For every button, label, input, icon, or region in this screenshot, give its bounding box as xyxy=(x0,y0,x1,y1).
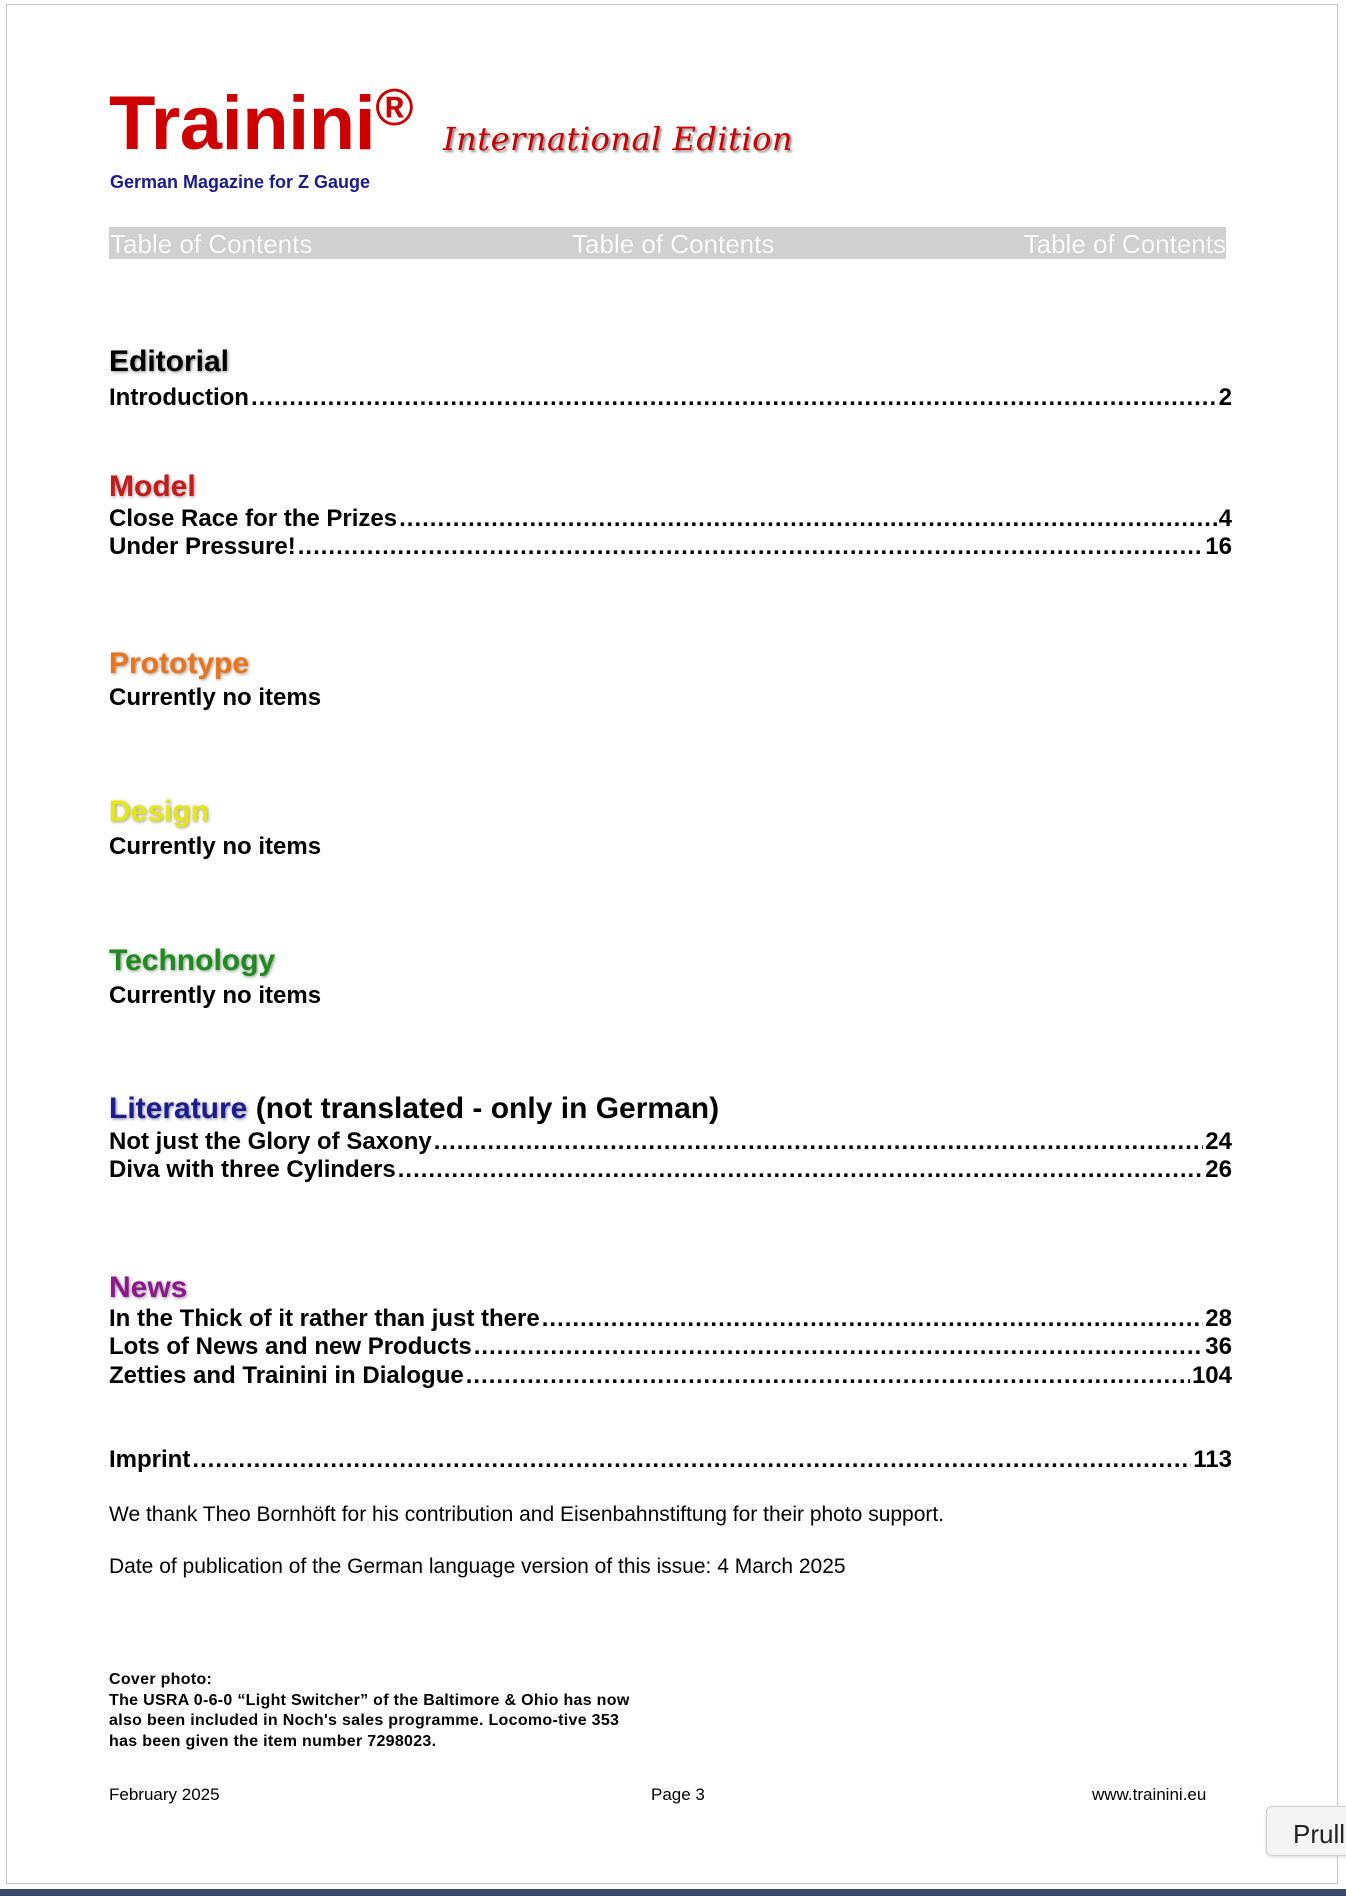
toc-entry[interactable] xyxy=(109,1128,1232,1156)
literature-translation-note: (not translated - only in German) xyxy=(255,1092,720,1125)
overlay-button[interactable]: Prull xyxy=(1266,1806,1346,1856)
literature-heading-text: Literature xyxy=(109,1092,248,1125)
publication-date-text: Date of publication of the German language version of this issue: 4 March 2025 xyxy=(109,1555,846,1578)
toc-entry-page: 24 xyxy=(1205,1128,1232,1155)
magazine-tagline: German Magazine for Z Gauge xyxy=(110,172,371,192)
toc-entry-title: Diva with three Cylinders xyxy=(109,1156,396,1183)
registered-mark: ® xyxy=(375,79,414,137)
toc-entry[interactable] xyxy=(109,533,1232,561)
leader-dots xyxy=(251,384,1217,412)
toc-entry-imprint[interactable] xyxy=(109,1446,1232,1474)
toc-entry[interactable] xyxy=(109,1156,1232,1184)
footer-date: February 2025 xyxy=(109,1785,220,1804)
toc-entry-title: Lots of News and new Products xyxy=(109,1333,472,1360)
toc-entry-title: Imprint xyxy=(109,1446,191,1473)
leader-dots xyxy=(398,1156,1204,1184)
no-items-note: Currently no items xyxy=(109,982,322,1009)
no-items-note: Currently no items xyxy=(109,684,322,711)
cover-photo-line: has been given the item number 7298023. xyxy=(109,1732,437,1750)
toc-entry[interactable] xyxy=(109,384,1232,412)
leader-dots xyxy=(399,505,1217,533)
toc-entry-page: 4 xyxy=(1218,505,1232,532)
toc-entry-title: Zetties and Trainini in Dialogue xyxy=(109,1362,464,1389)
leader-dots xyxy=(192,1446,1191,1474)
toc-entry-title: Under Pressure! xyxy=(109,533,296,560)
toc-entry-page: 2 xyxy=(1218,384,1232,411)
section-heading-model: Model xyxy=(109,470,196,503)
window-bottom-bar xyxy=(0,1889,1346,1896)
toc-entry-title: Not just the Glory of Saxony xyxy=(109,1128,432,1155)
cover-photo-label: Cover photo: xyxy=(109,1671,213,1688)
cover-photo-line: also been included in Noch's sales programme. Locomo-tive 353 xyxy=(109,1712,620,1729)
section-heading-technology: Technology xyxy=(109,944,276,977)
section-heading-design: Design xyxy=(109,795,210,828)
leader-dots xyxy=(474,1333,1204,1361)
section-heading-prototype: Prototype xyxy=(109,647,250,680)
toc-entry[interactable] xyxy=(109,1362,1232,1390)
magazine-logo xyxy=(109,79,414,166)
section-heading-literature xyxy=(109,1094,719,1124)
acknowledgement-text: We thank Theo Bornhöft for his contribution and Eisenbahnstiftung for their photo support. xyxy=(109,1503,945,1526)
footer-website[interactable]: www.trainini.eu xyxy=(1092,1785,1207,1804)
toc-banner-text-center: Table of Contents xyxy=(572,229,775,259)
toc-banner-text-left: Table of Contents xyxy=(110,229,313,259)
section-heading-editorial: Editorial xyxy=(109,345,230,378)
cover-photo-line: The USRA 0-6-0 “Light Switcher” of the Baltimore & Ohio has now xyxy=(109,1691,630,1709)
toc-entry-page: 16 xyxy=(1205,533,1232,560)
leader-dots xyxy=(542,1305,1204,1333)
toc-banner-text-right: Table of Contents xyxy=(1023,229,1226,259)
toc-entry-title: In the Thick of it rather than just there xyxy=(109,1305,540,1332)
toc-entry[interactable] xyxy=(109,505,1232,533)
toc-entry-page: 26 xyxy=(1205,1156,1232,1183)
leader-dots xyxy=(466,1362,1190,1390)
toc-entry-title: Close Race for the Prizes xyxy=(109,505,398,532)
toc-entry-page: 113 xyxy=(1193,1446,1232,1473)
cover-photo-caption xyxy=(109,1670,689,1752)
footer-page-number: Page 3 xyxy=(651,1785,705,1804)
edition-label: International Edition xyxy=(443,120,794,158)
toc-entry[interactable] xyxy=(109,1333,1232,1361)
toc-banner xyxy=(109,227,1226,259)
toc-entry-page: 28 xyxy=(1205,1305,1232,1332)
toc-entry-title: Introduction xyxy=(109,384,249,411)
section-heading-news: News xyxy=(109,1271,188,1304)
toc-entry-page: 104 xyxy=(1191,1362,1232,1389)
leader-dots xyxy=(434,1128,1204,1156)
no-items-note: Currently no items xyxy=(109,833,322,860)
logo-text: Trainini xyxy=(109,81,376,166)
toc-entry-page: 36 xyxy=(1205,1333,1232,1360)
leader-dots xyxy=(298,533,1204,561)
toc-entry[interactable] xyxy=(109,1305,1232,1333)
